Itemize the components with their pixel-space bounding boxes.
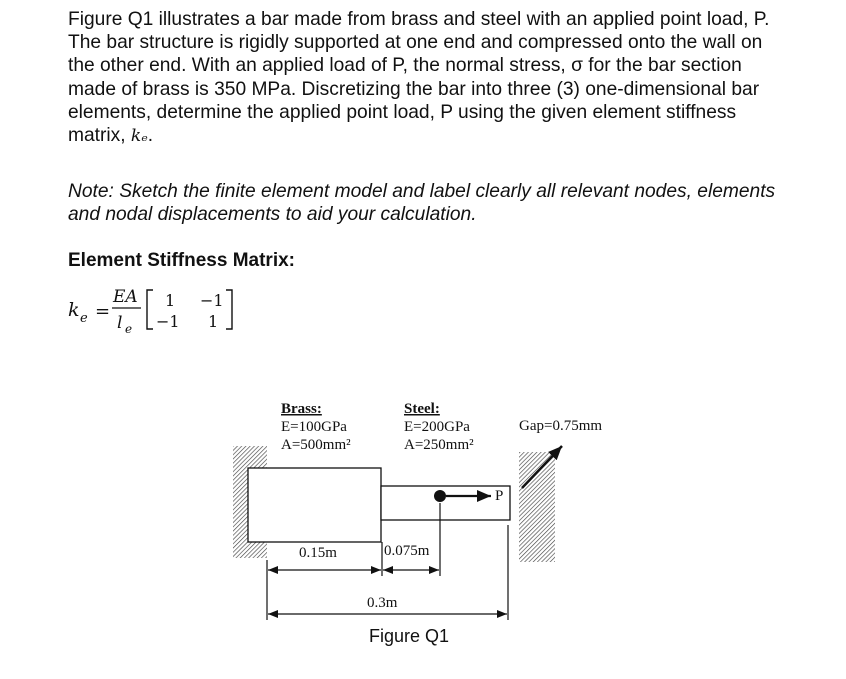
steel-title: Steel:: [404, 401, 440, 417]
matrix-entry-12: −1: [200, 291, 224, 310]
brass-modulus: E=100GPa: [281, 419, 347, 435]
dim-steel-label: 0.075m: [384, 543, 430, 559]
load-point: [434, 490, 446, 502]
matrix-left-bracket: [147, 290, 153, 329]
ke-symbol: kₑ: [130, 126, 148, 147]
matrix-right-bracket: [226, 290, 232, 329]
steel-area: A=250mm²: [404, 437, 474, 453]
matrix-lhs: k: [68, 299, 80, 321]
brass-labels: [281, 401, 351, 453]
steel-modulus: E=200GPa: [404, 419, 470, 435]
matrix-lhs-sub: e: [80, 311, 88, 326]
matrix-heading: Element Stiffness Matrix:: [68, 250, 295, 271]
stiffness-matrix-formula: [68, 287, 232, 336]
matrix-denominator-sub: e: [125, 322, 133, 336]
brass-area: A=500mm²: [281, 437, 351, 453]
matrix-equals: =: [95, 301, 111, 322]
note-text: Note: Sketch the finite element model and label clearly all relevant nodes, elements and nodal displacements to aid your calculation.: [68, 181, 776, 226]
steel-section: [381, 486, 510, 520]
matrix-entry-11: 1: [165, 291, 176, 310]
problem-text: Figure Q1 illustrates a bar made from brass and steel with an applied point load, P. The bar structure is rigidly supported at one end and compressed onto the wall on the other end. With an applied load of P, the normal stress, σ for the bar section made of brass is 350 MPa. Discretizing the bar into three (3) one-dimensional bar elements, determine the applied point load, P using the given element stiffness matrix,: [68, 9, 770, 147]
load-label: P: [495, 488, 504, 504]
right-wall: [519, 452, 555, 562]
brass-title: Brass:: [281, 401, 322, 417]
matrix-numerator: EA: [113, 287, 138, 307]
matrix-entry-21: −1: [156, 312, 180, 331]
problem-end: .: [147, 125, 154, 147]
steel-labels: [404, 401, 474, 453]
matrix-entry-22: 1: [208, 312, 219, 331]
dim-brass-label: 0.15m: [299, 545, 337, 561]
figure-caption: Figure Q1: [369, 626, 450, 646]
dim-total-label: 0.3m: [367, 595, 398, 611]
gap-label: Gap=0.75mm: [519, 418, 603, 434]
brass-section: [248, 468, 381, 542]
matrix-denominator: l: [117, 313, 123, 333]
